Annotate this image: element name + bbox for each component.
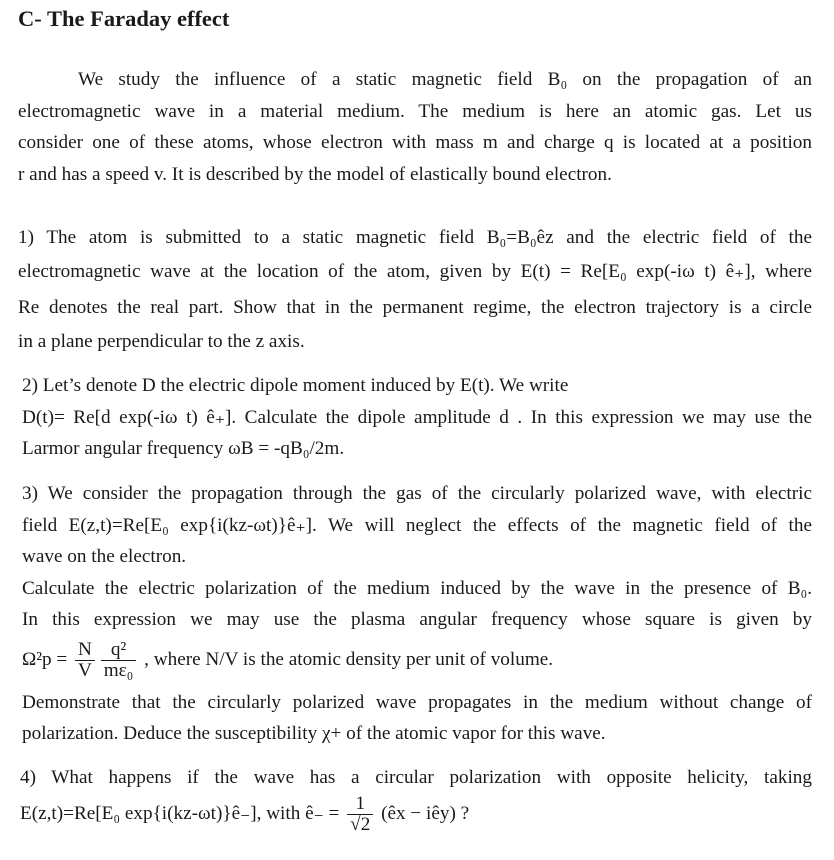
- eq-frac-n: N: [75, 640, 95, 661]
- q4-frac: [347, 794, 373, 835]
- eq-frac-q2: q²: [101, 640, 137, 661]
- question-2: [22, 370, 812, 465]
- intro-line-4: r and has a speed v. It is described by the model of elastically bound electron.: [18, 163, 612, 185]
- q3-plasma-equation: [22, 636, 812, 687]
- q3-line-7: polarization. Deduce the susceptibility χ+ of the atomic vapor for this wave.: [22, 723, 606, 745]
- intro-paragraph: [18, 64, 812, 190]
- eq-lhs: Ω²p =: [22, 648, 68, 670]
- question-1: [18, 222, 812, 357]
- eq-tail: , where N/V is the atomic density per unit of volume.: [144, 648, 554, 670]
- intro-line-1: We study the influence of a static magnetic field B₀ on the propagation of an: [78, 69, 812, 90]
- question-3: [22, 478, 812, 750]
- q4-line-2-end: (êx − iêy) ?: [381, 802, 470, 824]
- eq-frac-qm: [101, 640, 137, 681]
- q1-line-1: 1) The atom is submitted to a static magnetic field B₀=B₀êz and the electric field of the: [18, 227, 812, 248]
- q4-line-2-start: E(z,t)=Re[E₀ exp{i(kz-ωt)}ê₋], with ê₋ =: [20, 802, 340, 824]
- q4-line-2: [20, 794, 812, 835]
- q2-line-2: D(t)= Re[d exp(-iω t) ê₊]. Calculate the dipole amplitude d . In this expression we may use the: [22, 406, 812, 428]
- q3-line-1: 3) We consider the propagation through the gas of the circularly polarized wave, with electric: [22, 483, 812, 504]
- q1-line-3: Re denotes the real part. Show that in the permanent regime, the electron trajectory is a circle: [18, 296, 812, 318]
- eq-frac-nv: [75, 640, 95, 681]
- section-title: C- The Faraday effect: [18, 6, 230, 31]
- q3-line-3: wave on the electron.: [22, 546, 187, 567]
- q4-frac-den: √2: [350, 813, 371, 835]
- q1-line-2: electromagnetic wave at the location of the atom, given by E(t) = Re[E₀ exp(-iω t) ê₊], where: [18, 260, 812, 282]
- q2-line-1: 2) Let’s denote D the electric dipole moment induced by E(t). We write: [22, 375, 569, 396]
- q4-line-1: 4) What happens if the wave has a circular polarization with opposite helicity, taking: [20, 767, 812, 788]
- intro-line-2: electromagnetic wave in a material medium. The medium is here an atomic gas. Let us: [18, 100, 812, 122]
- q2-line-3: Larmor angular frequency ωB = -qB₀/2m.: [22, 438, 345, 459]
- eq-frac-v: V: [78, 659, 92, 681]
- intro-line-3: consider one of these atoms, whose electron with mass m and charge q is located at a position: [18, 132, 812, 153]
- q3-line-2: field E(z,t)=Re[E₀ exp{i(kz-ωt)}ê₊]. We will neglect the effects of the magnetic field of the: [22, 514, 812, 536]
- q4-frac-num: 1: [347, 794, 373, 815]
- q3-line-6: Demonstrate that the circularly polarized wave propagates in the medium without change of: [22, 691, 812, 713]
- q3-line-4: Calculate the electric polarization of the medium induced by the wave in the presence of B₀.: [22, 577, 812, 599]
- eq-frac-me: mε₀: [103, 659, 134, 681]
- q3-line-5: In this expression we may use the plasma angular frequency whose square is given by: [22, 609, 812, 630]
- question-4: [20, 762, 812, 835]
- q1-line-4: in a plane perpendicular to the z axis.: [18, 330, 305, 352]
